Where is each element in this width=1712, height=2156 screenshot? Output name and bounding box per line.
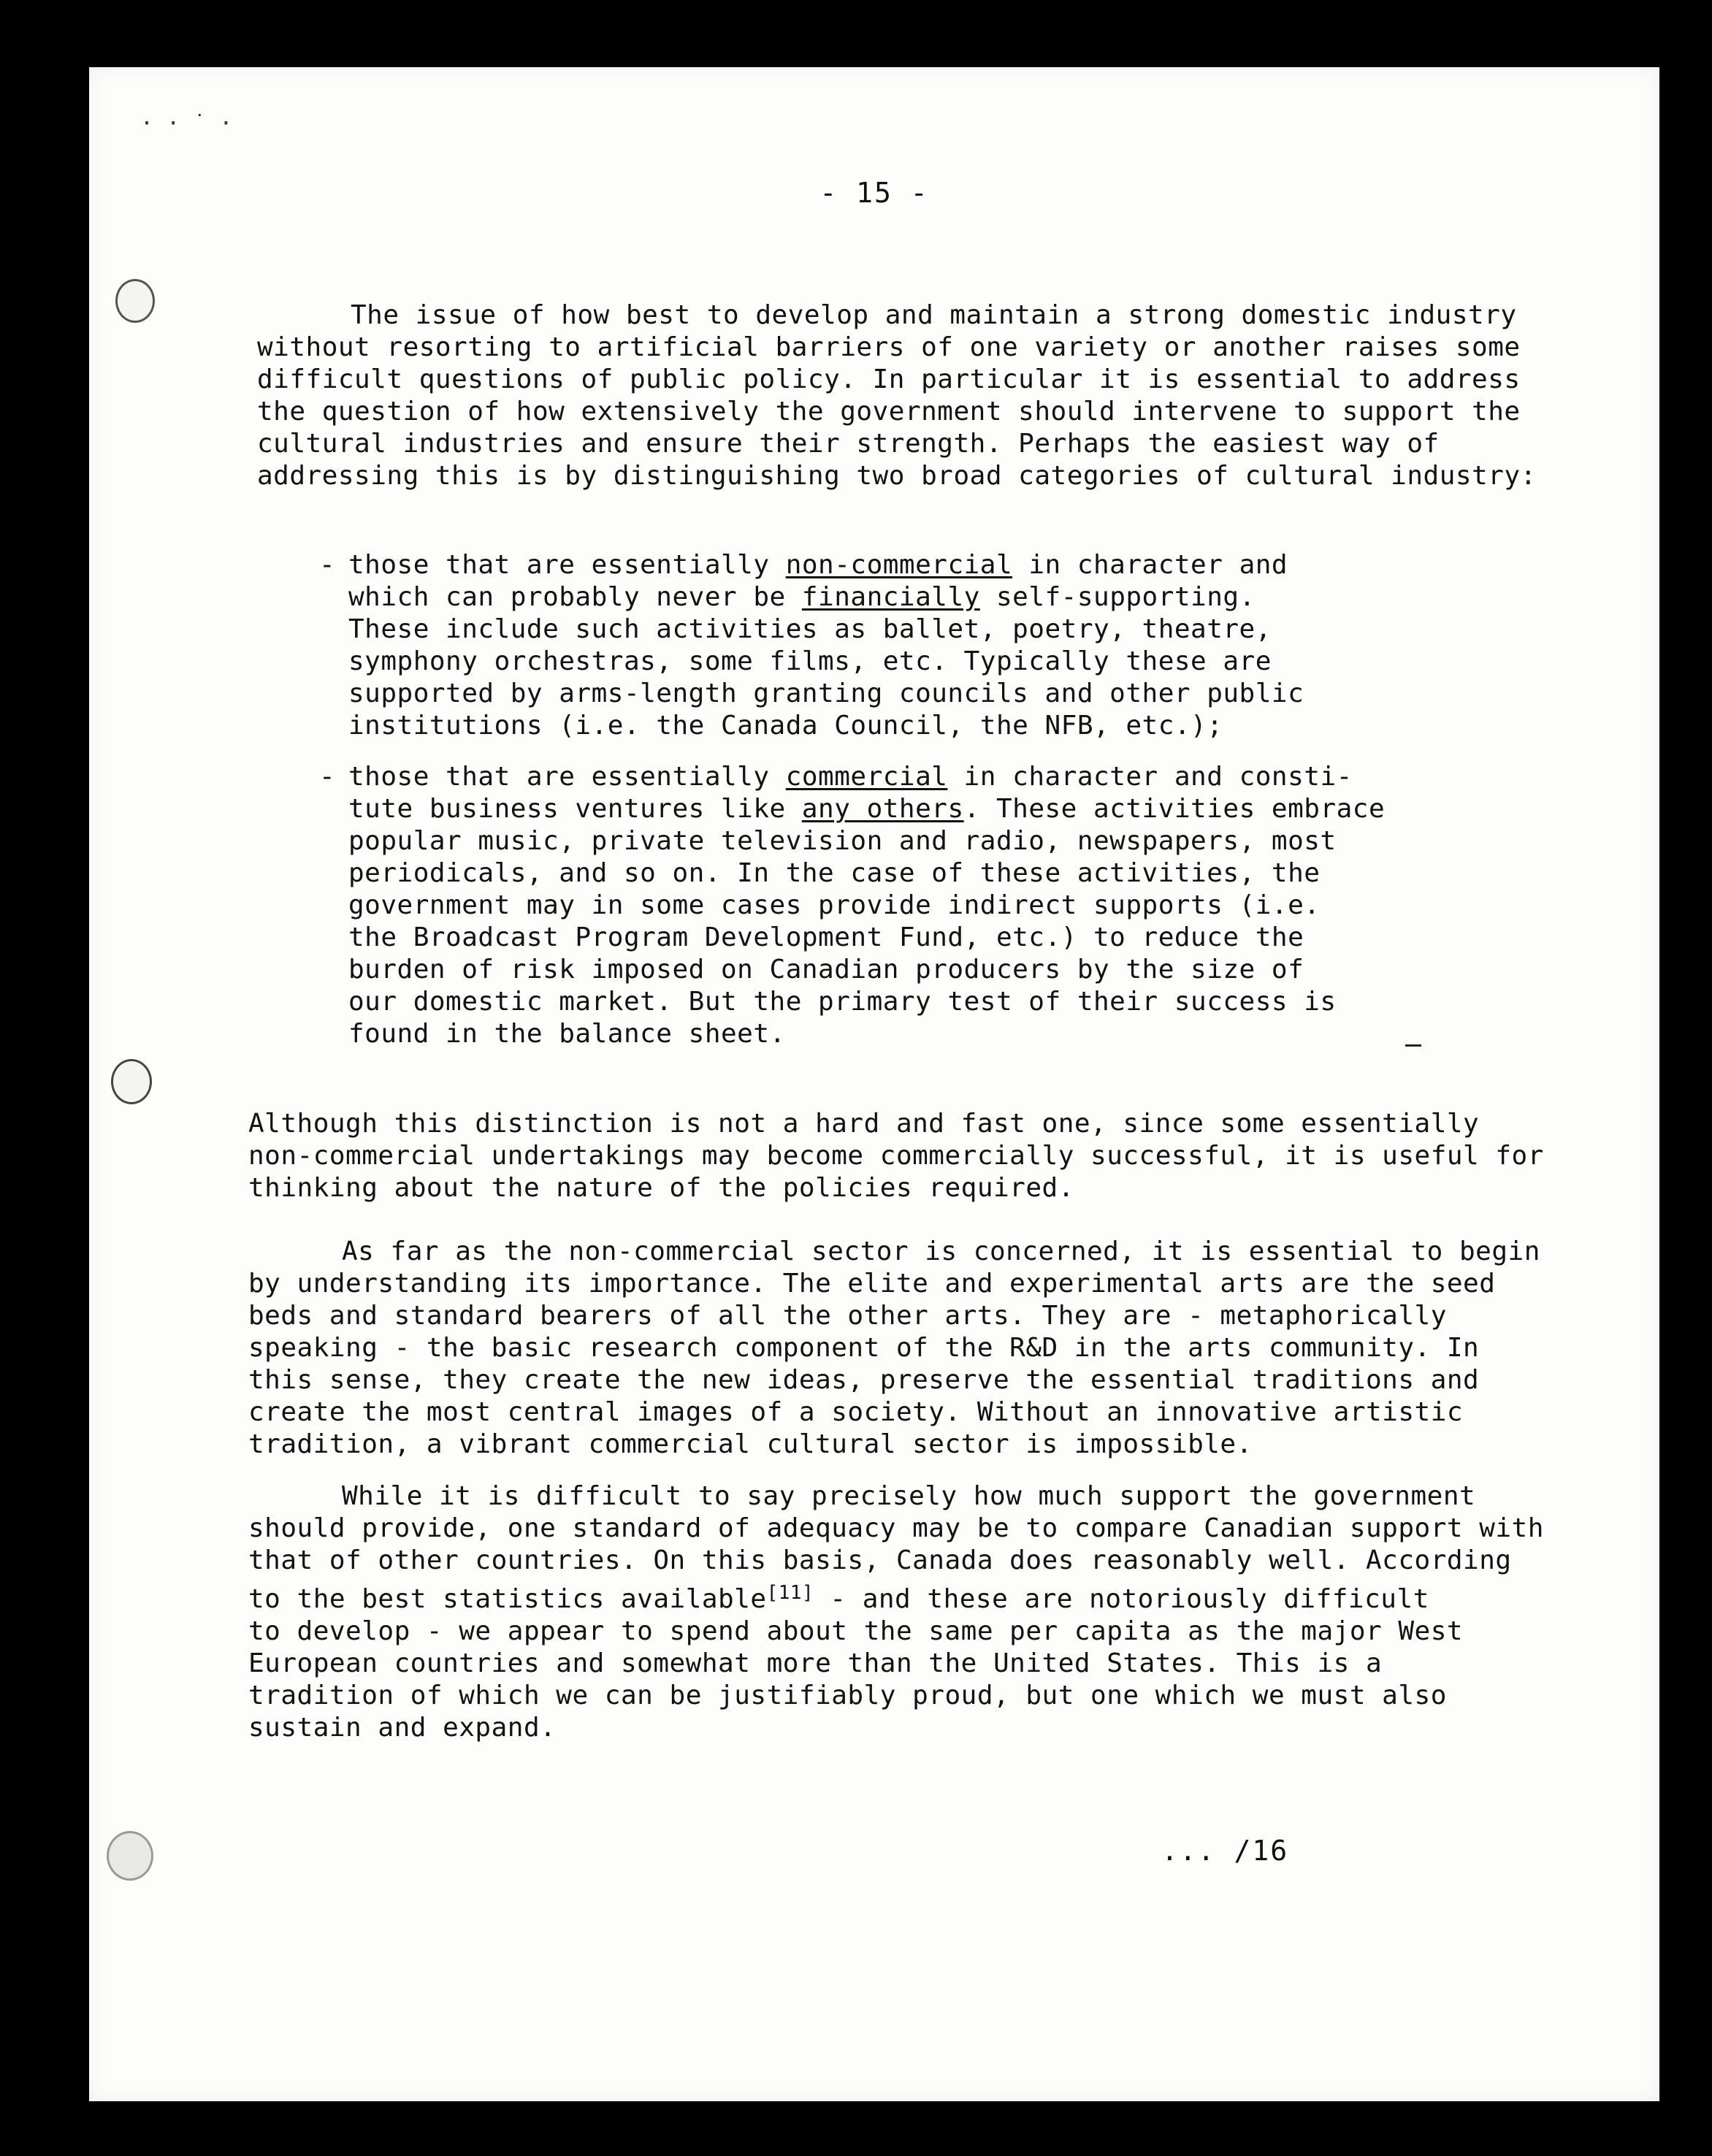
text-line: periodicals, and so on. In the case of these activities, the — [348, 858, 1321, 888]
text-line: beds and standard bearers of all the other arts. They are - metaphorically — [248, 1301, 1447, 1331]
text-line: These include such activities as ballet, poetry, theatre, — [348, 614, 1272, 644]
text-segment: those that are essentially — [348, 550, 786, 580]
text-line: symphony orchestras, some films, etc. Typically these are — [348, 646, 1272, 676]
bullet-line — [348, 793, 1385, 825]
text-line: tradition of which we can be justifiably proud, but one which we must also — [248, 1681, 1447, 1710]
text-line: institutions (i.e. the Canada Council, the NFB, etc.); — [348, 711, 1223, 741]
paragraph-distinction — [248, 1108, 1544, 1204]
text-segment: . These activities embrace — [963, 794, 1386, 824]
bullet-non-commercial — [319, 549, 1304, 742]
text-line: without resorting to artificial barriers of one variety or another raises some — [257, 332, 1521, 362]
text-line: non-commercial undertakings may become commercially successful, it is useful for — [248, 1141, 1544, 1171]
text-line: by understanding its importance. The elite and experimental arts are the seed — [248, 1269, 1496, 1299]
text-line: to develop - we appear to spend about the same per capita as the major West — [248, 1616, 1464, 1646]
text-line: difficult questions of public policy. In particular it is essential to address — [257, 364, 1521, 394]
text-segment: those that are essentially — [348, 762, 786, 792]
paragraph-intro — [257, 299, 1537, 492]
text-line: our domestic market. But the primary test of their success is — [348, 987, 1337, 1017]
text-line: found in the balance sheet. — [348, 1019, 786, 1049]
text-line: should provide, one standard of adequacy may be to compare Canadian support with — [248, 1513, 1544, 1543]
bullet-line — [348, 581, 1304, 613]
text-line: The issue of how best to develop and maintain a strong domestic industry — [351, 300, 1517, 330]
continued-marker: ... /16 — [1161, 1835, 1289, 1867]
text-segment: - and these are notoriously difficult — [814, 1584, 1429, 1614]
bullet-line — [319, 761, 1385, 793]
text-line: speaking - the basic research component of the R&D in the arts community. In — [248, 1333, 1480, 1363]
text-line: government may in some cases provide indirect supports (i.e. — [348, 890, 1321, 920]
text-line: While it is difficult to say precisely how much support the government — [342, 1481, 1476, 1511]
text-line: European countries and somewhat more than the United States. This is a — [248, 1648, 1383, 1678]
punch-hole-top — [115, 279, 155, 323]
text-line: sustain and expand. — [248, 1713, 557, 1743]
document-page — [89, 67, 1659, 2101]
text-line: Although this distinction is not a hard and fast one, since some essentially — [248, 1109, 1480, 1139]
margin-mark — [1405, 1044, 1421, 1047]
text-segment: in character and consti- — [947, 762, 1353, 792]
paragraph-non-commercial-sector — [248, 1236, 1540, 1461]
text-line: popular music, private television and radio, newspapers, most — [348, 826, 1337, 856]
paragraph-support-level — [248, 1480, 1544, 1744]
page-number: - 15 - — [819, 177, 929, 209]
bullet-commercial — [319, 761, 1386, 1050]
underlined-term: financially — [801, 582, 980, 612]
bullet-line — [319, 549, 1304, 581]
bullet-dash: - — [319, 550, 336, 580]
underlined-term: non-commercial — [785, 550, 1013, 580]
underlined-term: commercial — [785, 762, 948, 792]
text-line: burden of risk imposed on Canadian producers by the size of — [348, 955, 1304, 985]
text-segment: to the best statistics available — [248, 1584, 767, 1614]
footnote-reference: [11] — [766, 1582, 814, 1604]
text-line: this sense, they create the new ideas, preserve the essential traditions and — [248, 1365, 1480, 1395]
text-line: the Broadcast Program Development Fund, etc.) to reduce the — [348, 922, 1304, 952]
punch-hole-middle — [111, 1059, 152, 1104]
underlined-term: any others — [801, 794, 964, 824]
punch-hole-bottom — [107, 1831, 153, 1881]
text-segment: which can probably never be — [348, 582, 802, 612]
text-line: tradition, a vibrant commercial cultural sector is impossible. — [248, 1429, 1253, 1459]
text-line: As far as the non-commercial sector is concerned, it is essential to begin — [342, 1236, 1540, 1266]
text-line: create the most central images of a society. Without an innovative artistic — [248, 1397, 1464, 1427]
scan-specks: · · ˙ · — [140, 111, 233, 137]
text-line: cultural industries and ensure their strength. Perhaps the easiest way of — [257, 429, 1440, 459]
text-line — [248, 1577, 1544, 1616]
text-segment: self-supporting. — [979, 582, 1256, 612]
text-segment: in character and — [1012, 550, 1288, 580]
text-line: supported by arms-length granting councils and other public — [348, 678, 1304, 708]
bullet-dash: - — [319, 762, 336, 792]
text-segment: tute business ventures like — [348, 794, 802, 824]
text-line: the question of how extensively the government should intervene to support the — [257, 397, 1521, 427]
text-line: addressing this is by distinguishing two broad categories of cultural industry: — [257, 461, 1537, 491]
text-line: that of other countries. On this basis, Canada does reasonably well. According — [248, 1545, 1512, 1575]
text-line: thinking about the nature of the policies required. — [248, 1173, 1074, 1203]
